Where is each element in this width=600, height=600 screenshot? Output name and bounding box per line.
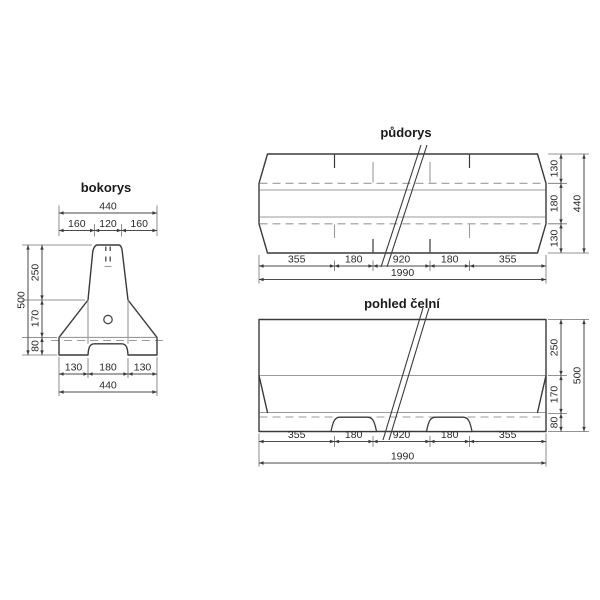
dim-label: 180 [440,253,459,266]
dim-label: 920 [392,429,411,441]
dim-label: 355 [287,253,306,266]
dim-label: 130 [133,361,152,374]
dim-label: 130 [548,159,561,178]
front-view-extension-lines [259,320,589,467]
side-view-hole [104,315,112,323]
dim-label: 440 [571,194,584,213]
dim-label: 130 [548,229,561,248]
side-view-inner-edges [60,300,157,344]
side-view [16,180,166,396]
plan-view-extension-lines [259,154,589,284]
dim-label: 160 [68,218,86,230]
plan-view-outline [259,154,546,253]
dim-label: 180 [344,253,363,266]
dim-label: 440 [99,200,117,213]
dim-label: 500 [571,366,584,385]
dim-label: 250 [29,263,42,282]
dim-label: 180 [344,429,363,441]
plan-view [259,125,589,284]
dim-label: 1990 [390,450,415,463]
side-view-title: bokorys [80,180,132,195]
dim-label: 500 [15,291,28,309]
dim-label: 355 [498,429,517,441]
front-view-title: pohled čelní [364,296,440,311]
dim-label: 440 [99,379,117,392]
dim-label: 180 [548,194,561,213]
dim-label: 250 [548,338,561,357]
dim-label: 1990 [390,267,415,279]
dim-label: 170 [548,385,561,404]
plan-view-hidden-dashed-lines [260,183,546,224]
front-view-dimension-lines [259,320,584,464]
plan-view-title: půdorys [380,125,432,140]
dim-label: 920 [392,253,411,266]
dim-label: 355 [287,429,306,441]
dim-label: 130 [64,361,83,374]
dim-label: 170 [29,309,42,328]
break-line [381,145,427,267]
break-line [383,308,429,440]
dim-label: 355 [498,253,517,266]
dim-label: 180 [99,361,117,374]
dim-label: 160 [130,218,148,230]
front-view [259,296,589,467]
dim-label: 80 [29,340,42,352]
dim-label: 120 [99,218,117,230]
plan-view-cap-edges [260,190,546,217]
side-view-lifting-anchor-marks [105,247,112,267]
dim-label: 180 [440,429,459,441]
dim-label: 80 [548,416,561,429]
